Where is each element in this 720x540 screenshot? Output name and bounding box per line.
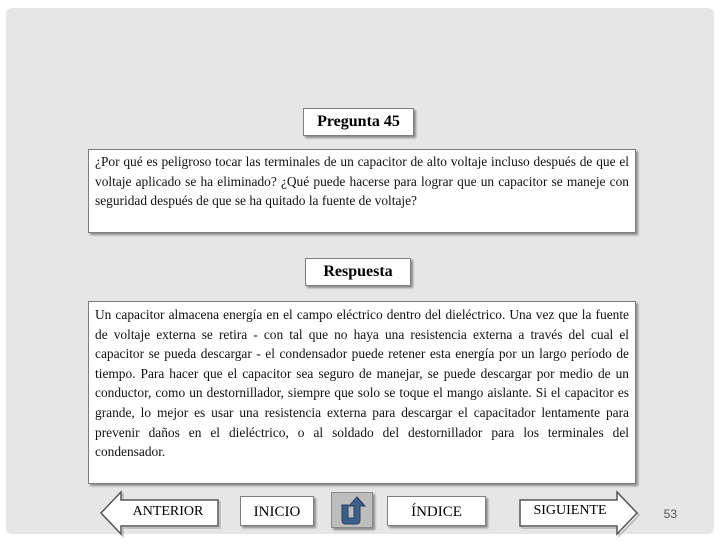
next-button[interactable] xyxy=(519,490,639,536)
answer-title-label: Respuesta xyxy=(323,263,393,280)
page-number: 53 xyxy=(663,507,677,521)
next-label: SIGUIENTE xyxy=(533,503,607,518)
return-button[interactable] xyxy=(331,492,373,528)
question-text: ¿Por qué es peligroso tocar las terminales de un capacitor de alto voltaje incluso después de que el voltaje aplicado se ha eliminado? ¿Qué puede hacerse para lograr que un capacitor se maneje con seguridad después de que se ha quitado la fuente de voltaje? xyxy=(95,154,629,209)
prev-label: ANTERIOR xyxy=(132,504,204,519)
question-text-box xyxy=(88,149,636,233)
home-button[interactable] xyxy=(240,496,314,526)
question-title-label: Pregunta 45 xyxy=(317,113,400,130)
question-title xyxy=(303,108,414,136)
home-label: INICIO xyxy=(253,504,301,520)
prev-button[interactable] xyxy=(100,490,220,536)
answer-text: Un capacitor almacena energía en el campo eléctrico dentro del dieléctrico. Una vez que la fuente de voltaje externa se retira - con tal que no haya una resistencia externa a través del cual el capacitor se pueda descargar - el condensador puede retener esta energía por un largo período de tiempo. Para hacer que el capacitor sea seguro de manejar, se puede descargar por medio de un conductor, como un destornillador, siempre que solo se toque el mango aislante. Si el capacitor es grande, lo mejor es usar una resistencia externa para descargar el capacitador lentamente para prevenir daños en el dieléctrico, o al soldado del destornillador para los terminales del condensador. xyxy=(95,307,629,460)
answer-text-box xyxy=(88,301,636,484)
index-button[interactable] xyxy=(387,496,486,526)
return-arrow-icon xyxy=(332,493,372,527)
answer-title xyxy=(305,258,411,286)
index-label: ÍNDICE xyxy=(411,504,462,520)
